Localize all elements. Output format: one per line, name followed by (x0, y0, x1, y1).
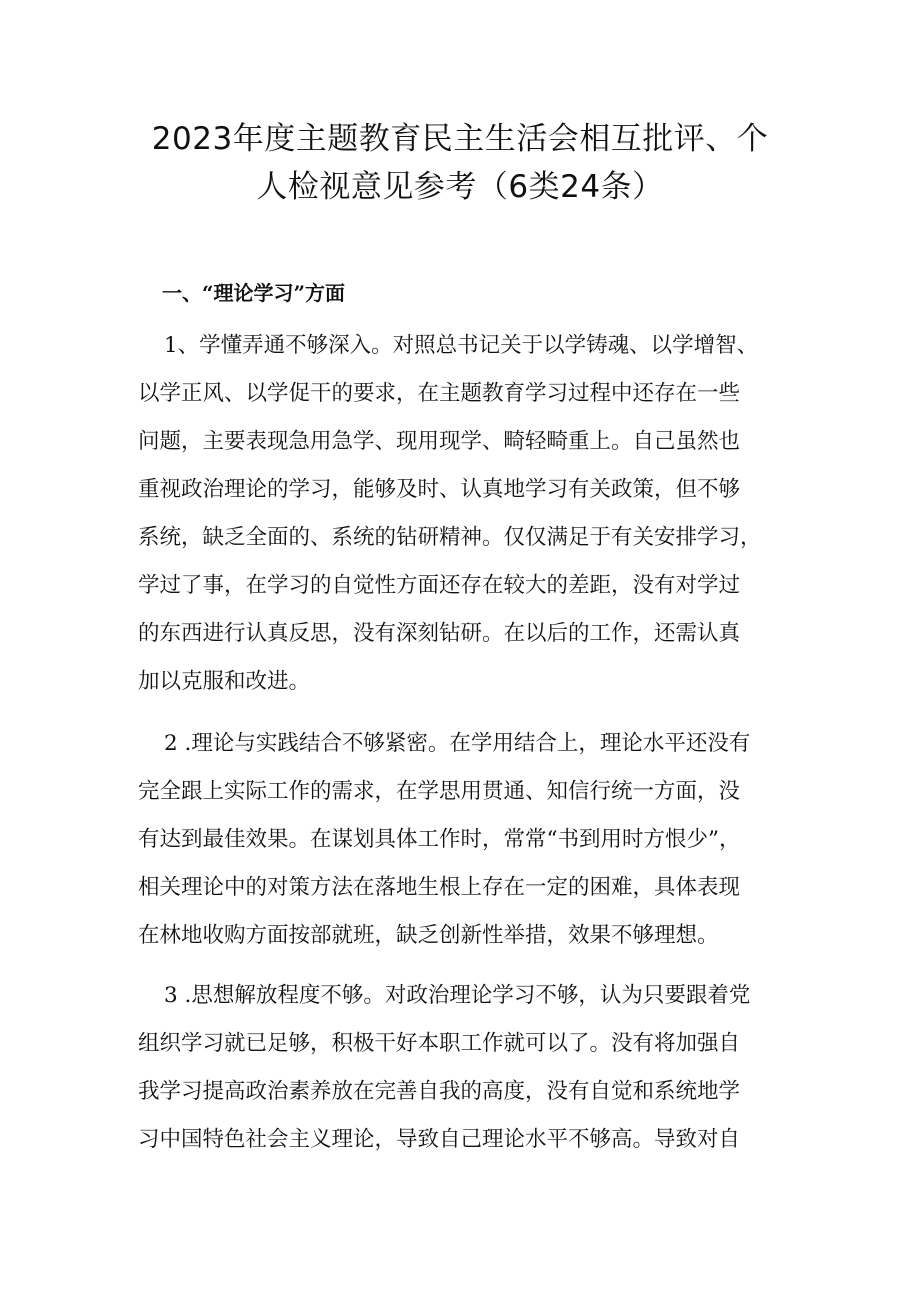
paragraph-line: 加以克服和改进。 (138, 669, 311, 694)
paragraph-line: 组织学习就已足够，积极干好本职工作就可以了。没有将加强自 (138, 1031, 741, 1056)
paragraph-1 (138, 322, 818, 706)
paragraph-line: 重视政治理论的学习，能够及时、认真地学习有关政策，但不够 (138, 477, 741, 502)
document-title (120, 115, 800, 211)
title-line: 人检视意见参考（6类24条） (256, 169, 664, 205)
paragraph-3 (138, 972, 818, 1164)
paragraph-line: 相关理论中的对策方法在落地生根上存在一定的困难，具体表现 (138, 875, 741, 900)
paragraph-line: 1、学懂弄通不够深入。对照总书记关于以学铸魂、以学增智、 (164, 333, 759, 358)
paragraph-line: 习中国特色社会主义理论，导致自己理论水平不够高。导致对自 (138, 1127, 741, 1152)
paragraph-line: 有达到最佳效果。在谋划具体工作时，常常“书到用时方恨少”， (138, 827, 741, 852)
paragraph-line: 在林地收购方面按部就班，缺乏创新性举措，效果不够理想。 (138, 923, 719, 948)
paragraph-line: 问题，主要表现急用急学、现用现学、畸轻畸重上。自己虽然也 (138, 429, 741, 454)
paragraph-line: 的东西进行认真反思，没有深刻钻研。在以后的工作，还需认真 (138, 621, 741, 646)
paragraph-2 (138, 720, 818, 960)
title-line: 2023年度主题教育民主生活会相互批评、个 (151, 121, 769, 157)
paragraph-line: 3 .思想解放程度不够。对政治理论学习不够，认为只要跟着党 (164, 983, 751, 1008)
paragraph-line: 学过了事，在学习的自觉性方面还存在较大的差距，没有对学过 (138, 573, 741, 598)
section-heading: 一、“理论学习”方面 (162, 281, 346, 305)
paragraph-line: 2 .理论与实践结合不够紧密。在学用结合上，理论水平还没有 (164, 731, 751, 756)
paragraph-line: 以学正风、以学促干的要求，在主题教育学习过程中还存在一些 (138, 381, 741, 406)
paragraph-line: 我学习提高政治素养放在完善自我的高度，没有自觉和系统地学 (138, 1079, 741, 1104)
paragraph-line: 完全跟上实际工作的需求，在学思用贯通、知信行统一方面，没 (138, 779, 741, 804)
paragraph-line: 系统，缺乏全面的、系统的钻研精神。仅仅满足于有关安排学习， (138, 525, 762, 550)
